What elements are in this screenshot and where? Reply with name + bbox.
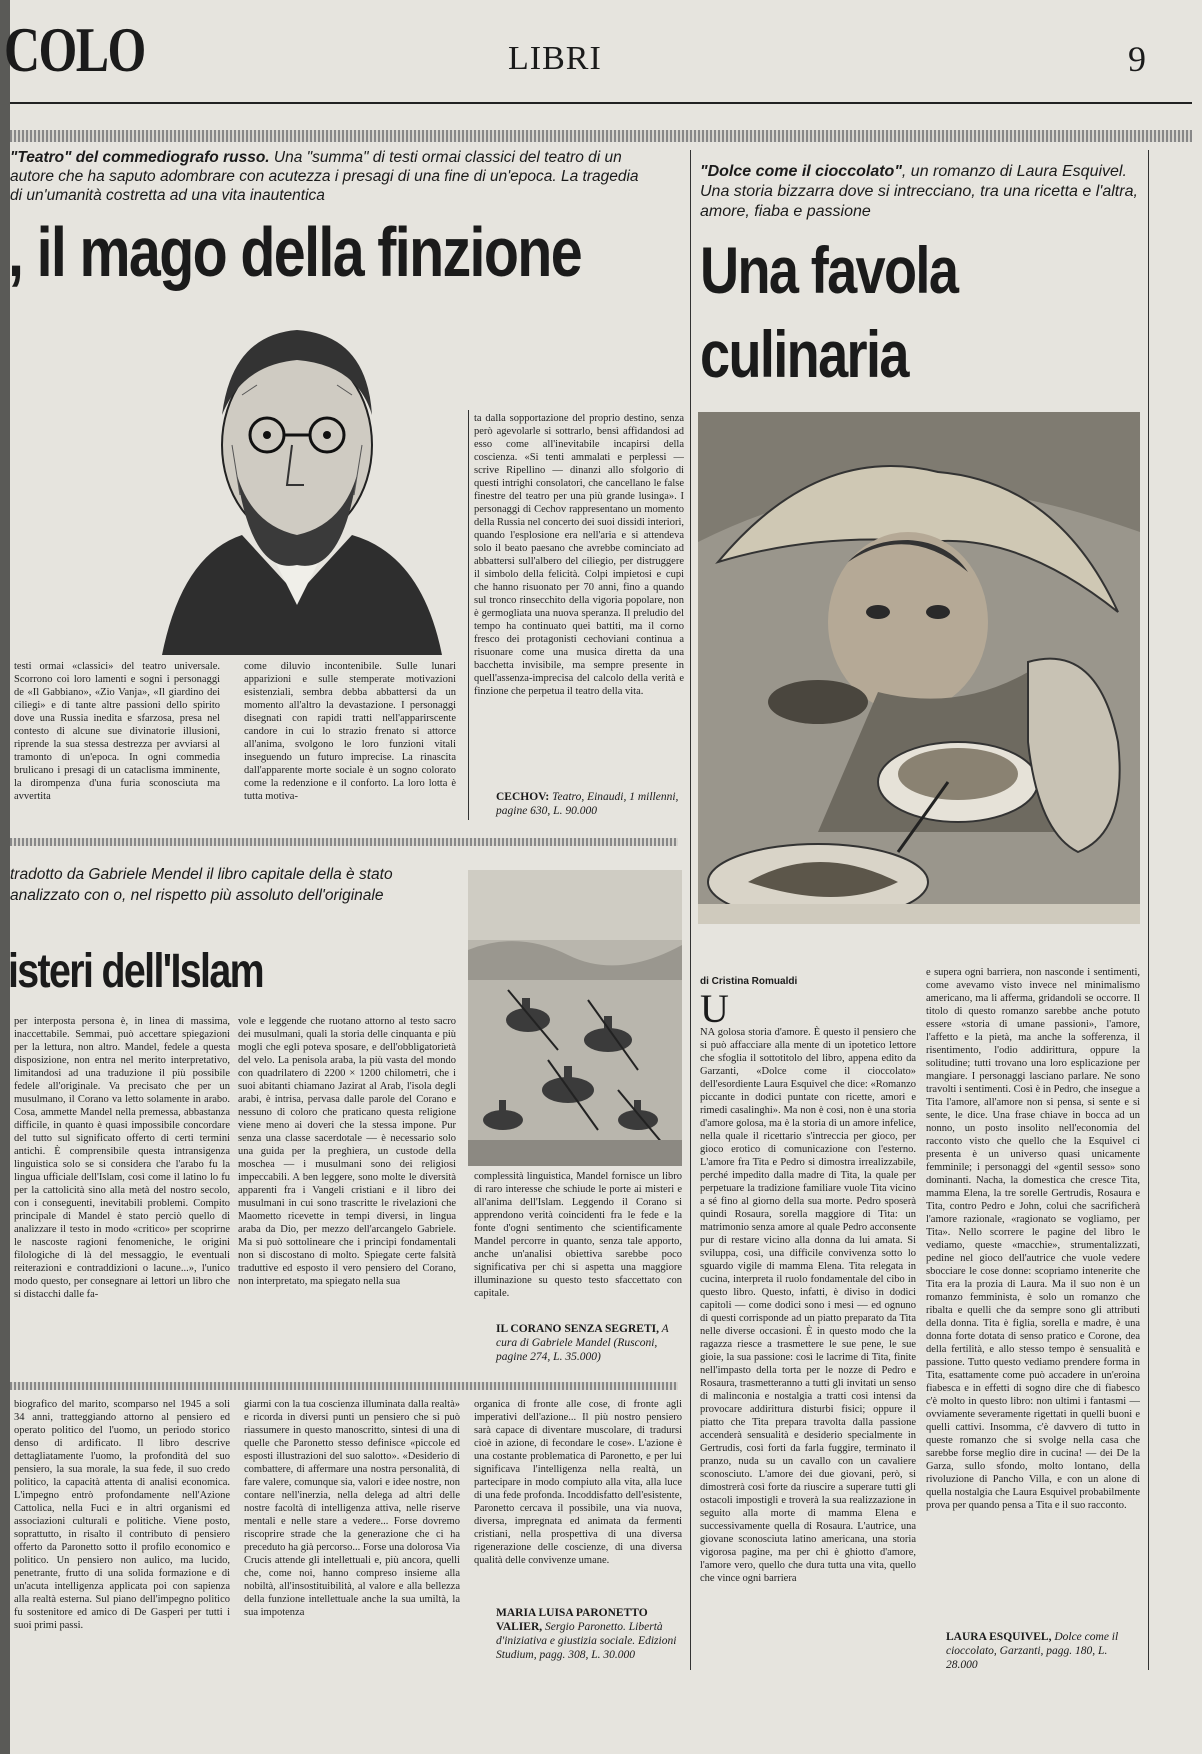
- cechov-headline: , il mago della finzione: [8, 213, 581, 291]
- paronetto-column-1: biografico del marito, scomparso nel 1945 a soli 34 anni, tratteggiando attorno al pensiero ed operato politico del l'uomo, un periodo storico denso di ardificato. Il libro descrive dettagliatamente l'uomo, la profondità del suo pensiero, la sua morale, la sua fede, il suo credo politico, la capacità attenta di analisi economica. L'impegno entrò profondamente nell'Azione Cattolica, nella Fuci e in altri organismi ed associazioni culturali e politiche. Viene posto, soprattutto, in risalto il contributo di pensiero offerto da Paronetto sotto il profilo economico e politico. Un pensiero non aulico, ma lucido, penetrante, frutto di una solida formazione e di un'acuta intelligenza applicata poi con sapienza alla realtà esterna. Sul piano dell'impegno politico fu sostenitore ed amico di De Gasperi per tutti i suoi primi passi.: [14, 1399, 230, 1631]
- cechov-kicker-lead: "Teatro" del commediografo russo.: [10, 149, 270, 166]
- lower-band: [10, 1382, 678, 1390]
- paronetto-credit-title: MARIA LUISA PARONETTO VALIER,: [496, 1607, 648, 1633]
- islam-headline: isteri dell'Islam: [8, 945, 263, 998]
- paronetto-credit-rest: Sergio Paronetto. Libertà d'iniziativa e giustizia sociale. Edizioni Studium, pagg. 308, L. 30.000: [496, 1621, 677, 1661]
- paronetto-column-3: organica di fronte alle cose, di fronte agli imperativi dell'azione... Il più nostro pensiero sarà capace di diventare muscolare, di tradursi cioè in azione, di fecondare le cose». L'azione è una costante problematica di Paronetto, e per lui significava l'intelligenza nella realtà, un partecipare in modo compiuto alla vita, alla luce di una fede profonda. Incoddisfatto dell'esistente, Paronetto cercava il possibile, una via nuova, diversa, impregnata ed animata da fermenti cristiani, nella prospettiva di una diversa rigenerazione delle coscienze, di una diversa qualità delle convivenze umane.: [474, 1399, 682, 1566]
- cechov-credit: [496, 790, 686, 818]
- esquivel-credit: [946, 1630, 1138, 1672]
- section-title: LIBRI: [508, 40, 602, 77]
- esquivel-headline-line-2: culinaria: [700, 317, 908, 391]
- right-border: [1148, 150, 1149, 1670]
- mid-band: [10, 838, 678, 846]
- page-number: 9: [1128, 39, 1146, 79]
- paronetto-credit: [496, 1606, 682, 1662]
- islam-credit-rest: A cura di Gabriele Mandel (Rusconi, pagine 274, L. 35.000): [496, 1323, 669, 1363]
- cechov-col-divider: [468, 410, 469, 820]
- islam-kicker: tradotto da Gabriele Mendel il libro capitale della è stato analizzato con o, nel rispetto più assoluto dell'originale: [10, 866, 393, 904]
- esquivel-credit-title: LAURA ESQUIVEL,: [946, 1631, 1052, 1643]
- islam-column-1: per interposta persona è, in linea di massima, inaccettabile. Semmai, può accettare spiegazioni per la lettura, non altro. Mandel, fedele a questa disposizione, non entra nel merito interpretativo, limitandosi ad una traduzione il più possibile fedele all'originale. Va precisato che per un musulmano, il Corano va letto solamente in arabo. Cosa, ammette Mandel nella premessa, abbastanza difficile, in quanto è quasi impossibile concordare del tutto sul significato offerto di certi termini antichi. È comprensibile questa intransigenza linguistica solo se si considera che l'arabo fu la lingua ufficiale dell'Islam, così come il latino lo fu per la cattolicità sino alla metà del nostro secolo, con i conseguenti, inevitabili problemi. Compito principale di Mandel è stato perciò quello di analizzare il testo in modo «critico» per scoprirne le nascoste ragioni fenomeniche, le origini filologiche di là del messaggio, le eventuali reiterazioni e contraddizioni o lacune...», l'unico modo questo, per consegnare ai lettori un libro che si distacchi dalle fa-: [14, 1016, 230, 1300]
- cechov-kicker: [10, 148, 650, 205]
- islam-column-2: vole e leggende che ruotano attorno al testo sacro dei musulmani, quali la storia delle cinquanta e più mogli che egli poteva sposare, e dell'obbligatorietà del velo. La penisola araba, la più vasta del mondo con quadrilatero di 2200 × 1200 chilometri, che i suoi abitanti chiamano Jazirat al Arab, l'isola degli arabi, è intrisa, pervasa dalle parole del Corano e nessuno di coloro che praticano questa religione viene meno ai doveri che la stessa impone. Pur senza una classe sacerdotale — è necessario solo una guida per la preghiera, un custode della moschea — i musulmani sono dei religiosi impeccabili. A ben leggere, sono molte le diversità apparenti fra i Vangeli cristiani e il libro dei musulmani in cui sono trascritte le rivelazioni che Maometto ricevette in tempi diversi, in lingua araba da Dio, per mezzo dell'arcangelo Gabriele. Ma si può sottolineare che i principi fondamentali non si discostano di molto. Spiegate certe falsità traduttive ed esposto il vero pensiero del Corano, non interpretato, ma spiegato nella sua: [238, 1016, 456, 1287]
- esquivel-byline: di Cristina Romualdi: [700, 976, 798, 987]
- esquivel-column-1-wrap: [700, 992, 916, 1682]
- esquivel-kicker-rest: , un romanzo di Laura Esquivel. Una storia bizzarra dove si intrecciano, tra una ricetta e l'altra, amore, fiaba e passione: [700, 163, 1138, 220]
- islam-credit: [496, 1322, 682, 1364]
- islam-credit-title: IL CORANO SENZA SEGRETI,: [496, 1323, 659, 1335]
- esquivel-illustration: [698, 412, 1140, 924]
- cechov-credit-rest: Teatro, Einaudi, 1 millenni, pagine 630, L. 90.000: [496, 791, 679, 817]
- cechov-kicker-rest: Una "summa" di testi ormai classici del teatro di un autore che ha saputo adombrare con acutezza i presagi di una fine di un'epoca. La tragedia di un'umanità costretta ad una vita inautentica: [10, 149, 639, 204]
- cechov-portrait: [122, 295, 472, 655]
- cechov-column-3: ta dalla sopportazione del proprio destino, senza però agevolarle si sottrarlo, bensì affidandosi ad esso come all'inevitabile incapirsi della coscienza. «Si tenti ammalati e perplessi — scrive Ripellino — dinanzi allo sfolgorìo di questi intrighi consolatori, che cancellano le false finestre del teatro per una più grande lusinga». I personaggi di Cechov rappresentano un momento della Russia nel concerto dei suoi dissidi interiori, quando l'esplosione era nell'aria e si attendeva solo il beato paesano che avrebbe cominciato ad abbattersi sull'albero del ciliegio, per distruggere il simbolo della felicità. Colpi impietosi e cupi che hanno risuonato per 70 anni, fino a quando sul tronco rinsecchito della vigoria popolare, non è germogliata una nuova speranza. Il preludio del tempo ha continuato quei battiti, ma il corno fresco dei protagonisti cechoviani continua a risuonare come una musica diretta da una bacchetta invisibile, ma sempre presente in quell'assenza-imprecisa del calcolo della verità e finzione che perpetua il teatro della vita.: [474, 413, 684, 697]
- esquivel-kicker-lead: "Dolce come il cioccolato": [700, 163, 902, 180]
- esquivel-headline-line-1: Una favola: [700, 233, 958, 307]
- cechov-credit-title: CECHOV:: [496, 791, 550, 803]
- esquivel-credit-rest: Dolce come il cioccolato, Garzanti, pagg. 180, L. 28.000: [946, 1631, 1119, 1671]
- esquivel-column-1: NA golosa storia d'amore. È questo il pensiero che si può affacciare alla mente di un ipotetico lettore che sfoglia il sottotitolo del libro, appena edito da Garzanti, «Dolce come il cioccolato» dell'esordiente Laura Esquivel che dice: «Romanzo piccante in dodici puntate con ricette, amori e rimedi casalinghi». Ma non è così, non è una storia d'amore golosa, ma è la storia di un amore infelice, nella quale il ricettario s'intreccia per gioco, per gioco erotico di comunicazione con l'esterno. L'amore fra Tita e Pedro si dimostra irrealizzabile, perché impedito dalla madre di Tita, la quale per perpetuare la tradizione familiare vuole Tita vicino a sé fino al giorno della sua morte. Pedro sposerà quindi Rosaura, sorella maggiore di Tita: un matrimonio senza amore al quale Pedro acconsente pur di restare vicino alla donna da lui amata. Si sviluppa, così, una difficile convivenza sotto lo sguardo vigile di mamma Elena. Tita relegata in cucina, interpreta il ruolo fondamentale del cibo in questo libro. Questo, infatti, è diviso in dodici capitoli — come dodici sono i mesi — ed ognuno di questi corrisponde ad un piatto preparato da Tita nelle diverse occasioni. È in questo modo che la ragazza riesce a trasmettere le sue pene, le sue gioie, la sua passione: così le lacrime di Tita, finite nell'impasto della torta per le nozze di Pedro e Rosaura, trasmetteranno a tutti gli invitati un senso di malinconia e nostalgia a tratti così intensi da provocare addirittura disturbi fisici; oppure il piatto che Tita prepara travolta dalla passione accenderà sensualità e desiderio specialmente in Gertrudis, così forti da farla fuggire, terminato il pranzo, nuda su un cavallo con un cavaliere sconosciuto. L'amore dei due giovani, però, si dimostrerà così forte da riuscire a superare tutti gli ostacoli impostigli e troverà la sua realizzazione in seguito alla morte di mamma Elena e successivamente quella di Rosaura. L'autrice, una giovane sconosciuta latino americana, una storia vigorosa pagine, ma per chi è ghiotto d'amore, l'amore vero, quello che dura tutta una vita, quello che vince ogni barriera: [700, 1027, 916, 1584]
- cechov-column-2: come diluvio incontenibile. Sulle lunari apparizioni e sulle stemperate motivazioni esistenziali, sembra debba abbattersi da un momento all'altro la devastazione. I personaggi disegnati con rapidi tratti nell'apparirscente candore in cui lo strazio frenato si attorce all'anima, svolgono le loro funzioni vitali inseguendo un futuro imprecise. La rinascita dall'apparente morte sociale è un sogno colorato come la redenzione e il conforto. La loro lotta è tutta motiva-: [244, 661, 456, 802]
- paronetto-column-2: giarmi con la tua coscienza illuminata dalla realtà» e ricorda in diversi punti un pensiero che si può riassumere in questo manoscritto, sintesi di una di quelle che Paronetto stesso definisce «piccole ed esposti illustrazioni del suo salotto». «Desiderio di combattere, di affermare una nostra personalità, di fare valere, comunque sia, valori e idee nostre, non contare nell'inerzia, nella delega ad altri delle nostre facoltà di intelligenza attiva, nelle riserve mentali e nelle stare a vedere... Forse dovremo riscoprire strade che la generazione che ci ha preceduto ha già percorso... Forse una dolorosa Via Crucis attende gli intellettuali e, più ancora, quelli che, come noi, hanno compreso insieme alla nobiltà, all'insostituibilità, al valore e alla bellezza della funzione intellettuale anche la sua umiltà, la sua impotenza: [244, 1399, 460, 1618]
- islam-column-3: complessità linguistica, Mandel fornisce un libro di raro interesse che schiude le porte ai misteri e all'anima dell'Islam. Leggendo il Corano si apprendono verità coincidenti fra le fede e la fonte d'ogni sentimento che scientificamente Mandel percorre in quanto, senza tale apporto, anche un'analisi obiettiva sarebbe poco significativa per chi si aspetta una maggiore illuminazione su questo testo sfaccettato con capitale.: [474, 1171, 682, 1299]
- column-divider: [690, 150, 691, 1670]
- esquivel-column-2: e supera ogni barriera, non nasconde i sentimenti, come avevamo visto invece nel minimalismo americano, ma li afferma, gridandoli se occorre. Il titolo di questo romanzo sarebbe anche potuto essere «storia di umane passioni», l'amore, l'affetto e la pietà, ma anche la sofferenza, il risentimento, l'odio addirittura, oppure la solitudine; tutti trovano una loro esplicazione per mangiare. I personaggi lasciano parlare. Ne sono travolti i sentimenti. Così è in Pedro, che insegue a Tita l'amore, all'amore non si pensa, si sente e si sente, le dice. Una frase chiave in bocca ad un nonno, un posto insolito nell'economia del racconto visto che quello che la Esquivel ci presenta è un universo quasi unicamente femminile; i personaggi del «gentil sesso» sono dominanti. Nacha, la domestica che cresce Tita, mamma Elena, la tre sorelle Gertrudis, Rosaura e Tita, contro Pedro e John, colui che sacrificherà l'amore razionale, «ragionato se vogliamo, per Tita». Nello scorrere le pagine del libro le vediamo, queste «macchie», strumentalizzati, pedine nel gioco dell'autrice che vuole vedere sbocciare le cose donne: scopriamo intenerite che Tita era la prozia di Laura. Ma il suo non è un romanzo femminista, è solo un romanzo che ribalta e quelli che da sempre sono gli attributi della donna. Tita è figlia, sorella e madre, è una donna forte dotata di senso pratico e Corone, dea della fertilità, e allo stesso tempo è sensualità e passione. Tutto questo vediamo prendere forma in Tita, esattamente come può accadere in un'eroina fiabesca e in effetti di sogno dire che di fiabesco c'è molto in questo libro: non ultimi i fantasmi — ovviamente severamente rigettati in quelli buoni e quelli cattivi. Insomma, c'è davvero di tutto in queste romanzo che si svolge nella casa che sarebbe forse meglio dire in cucina! — dei De la Garza, sullo sfondo, molto lontano, della rivoluzione di Pancho Villa, e con un alone di quella nostalgia che Laura Esquivel probabilmente prova per quando pensa a Tita e il suo racconto.: [926, 967, 1140, 1511]
- masthead-left-fragment: COLO: [4, 14, 145, 85]
- masthead-rule: [10, 102, 1192, 104]
- esquivel-dropcap: U: [700, 992, 729, 1031]
- cechov-column-1: testi ormai «classici» del teatro universale. Scorrono coi loro lamenti e sogni i personaggi de «Il Gabbiano», «Zio Vanja», «Il giardino dei ciliegi» e di tante altre passioni dello spirito dove una Russia inedita e sfarzosa, presa nel contesto di alcune sue divinatorie illusioni, riprende la sua stessa destrezza per avviarsi al tramonto di un'epoca. In ogni commedia brulicano i presagi di un cataclisma imminente, la dirompenza d'una furia sconosciuta ma avvertita: [14, 661, 220, 802]
- top-band: [10, 130, 1192, 142]
- islam-illustration: [468, 870, 682, 1166]
- esquivel-kicker: [700, 162, 1140, 222]
